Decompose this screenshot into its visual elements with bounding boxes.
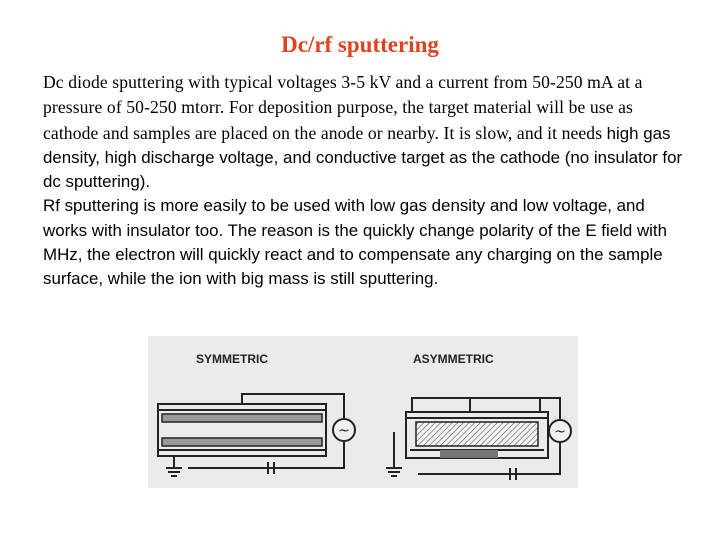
symmetric-rf-source-icon [333,419,355,441]
slide-title: Dc/rf sputtering [281,32,439,57]
symmetric-label: SYMMETRIC [196,352,268,366]
sputtering-diagram-svg [148,336,578,488]
asymmetric-substrate [440,450,498,458]
asymmetric-label: ASYMMETRIC [413,352,494,366]
asymmetric-chamber [386,398,560,480]
rf-sputtering-text: Rf sputtering is more easily to be used with low gas density and low voltage, and works with insulator too. The reason is the quickly change polarity of the E field with MHz, the electron will quickly react and to compensate any charging on the sample surface, while the ion with big mass is still sputtering. [43,196,668,289]
asymmetric-rf-source-icon [549,420,571,442]
dc-sputtering-text-continued: high gas density, high discharge voltage, and conductive target as the cathode (no insulator for dc sputtering). [43,123,683,192]
dc-sputtering-text: Dc diode sputtering with typical voltages 3-5 kV and a current from 50-250 mA at a pressure of 50-250 mtorr. For deposition purpose, the target material will be use as cathode and samples are placed on the anode or nearby. It is slow, and it needs [43,72,643,143]
svg-text:~: ~ [338,423,350,439]
symmetric-chamber [158,394,344,476]
body-text [43,70,683,292]
svg-text:~: ~ [554,424,566,440]
sputtering-diagram [148,336,578,488]
